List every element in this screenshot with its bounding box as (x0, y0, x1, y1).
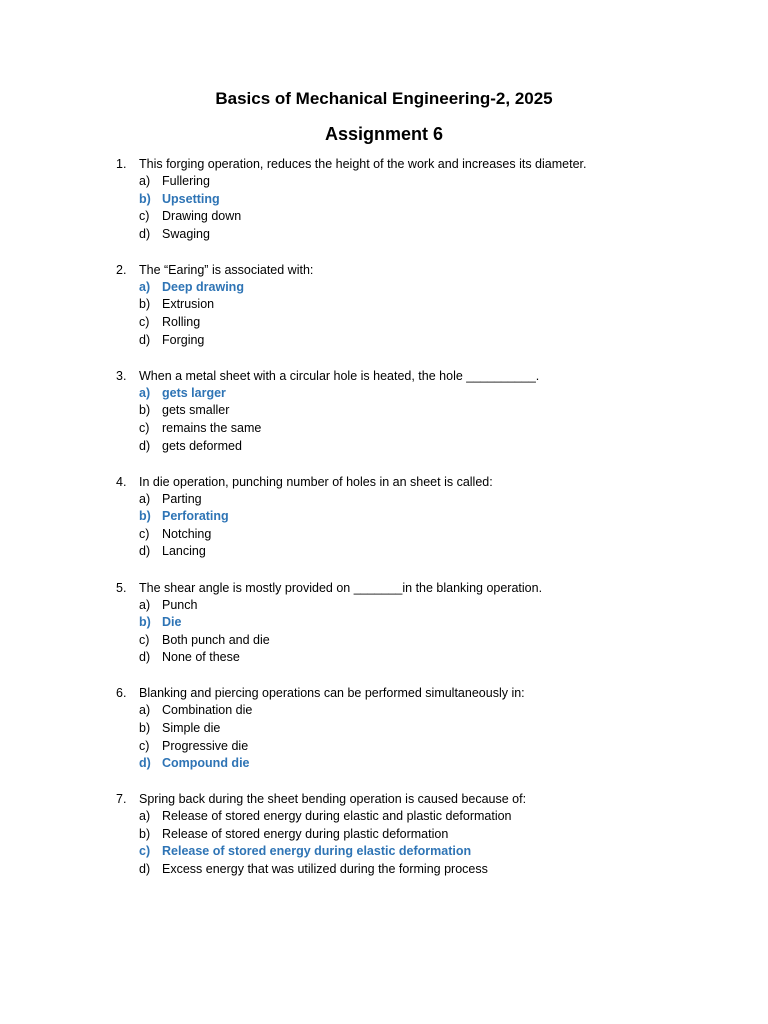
option-letter: b) (139, 720, 151, 735)
question-number: 4. (116, 474, 127, 489)
answer-option (0, 702, 768, 720)
question-item (0, 473, 768, 561)
option-letter: c) (139, 844, 151, 859)
option-letter: b) (139, 826, 151, 841)
option-letter: b) (139, 297, 151, 312)
option-text: Perforating (162, 509, 229, 524)
option-text: Excess energy that was utilized during the forming process (162, 862, 488, 877)
answer-option (0, 208, 768, 226)
question-number: 7. (116, 792, 127, 807)
option-text: gets larger (162, 385, 226, 400)
option-letter: c) (139, 632, 150, 647)
answer-option (0, 420, 768, 438)
answer-option (0, 332, 768, 350)
option-text: Die (162, 615, 182, 630)
question-item (0, 261, 768, 349)
answer-option-correct (0, 279, 768, 297)
question-number: 2. (116, 262, 127, 277)
option-text: Punch (162, 597, 198, 612)
option-text: Parting (162, 491, 202, 506)
question-stem (0, 473, 768, 491)
answer-option (0, 173, 768, 191)
option-letter: a) (139, 703, 151, 718)
answer-option (0, 543, 768, 561)
question-number: 5. (116, 580, 127, 595)
answer-option (0, 738, 768, 756)
question-item (0, 684, 768, 772)
option-text: Progressive die (162, 738, 249, 753)
option-letter: c) (139, 738, 150, 753)
option-text: Lancing (162, 544, 206, 559)
answer-option (0, 808, 768, 826)
answer-option (0, 720, 768, 738)
answer-option (0, 632, 768, 650)
option-letter: d) (139, 756, 151, 771)
option-text: Upsetting (162, 191, 220, 206)
answer-option-correct (0, 385, 768, 403)
answer-option (0, 861, 768, 879)
question-text: In die operation, punching number of holes in an sheet is called: (139, 474, 493, 489)
option-letter: d) (139, 544, 151, 559)
option-text: Forging (162, 332, 205, 347)
option-letter: d) (139, 650, 151, 665)
answer-option (0, 314, 768, 332)
answer-option-correct (0, 614, 768, 632)
question-text: Spring back during the sheet bending operation is caused because of: (139, 792, 527, 807)
question-item (0, 367, 768, 455)
document-subtitle: Assignment 6 (324, 124, 444, 144)
answer-option-correct (0, 755, 768, 773)
answer-option (0, 491, 768, 509)
answer-option-correct (0, 191, 768, 209)
option-text: Combination die (162, 703, 253, 718)
question-number: 6. (116, 686, 127, 701)
question-text: This forging operation, reduces the height of the work and increases its diameter. (139, 157, 587, 171)
option-letter: d) (139, 226, 151, 241)
option-letter: a) (139, 597, 151, 612)
option-letter: d) (139, 332, 151, 347)
option-text: Notching (162, 526, 212, 541)
answer-option-correct (0, 508, 768, 526)
option-letter: a) (139, 809, 151, 824)
option-text: Both punch and die (162, 632, 270, 647)
option-letter: b) (139, 509, 151, 524)
option-text: None of these (162, 650, 240, 665)
option-letter: d) (139, 438, 151, 453)
answer-option (0, 226, 768, 244)
option-letter: a) (139, 491, 151, 506)
answer-option (0, 402, 768, 420)
option-text: Release of stored energy during elastic and plastic deformation (162, 809, 512, 824)
answer-option (0, 296, 768, 314)
option-letter: b) (139, 615, 151, 630)
option-text: Swaging (162, 226, 210, 241)
question-number: 3. (116, 368, 127, 383)
option-letter: d) (139, 862, 151, 877)
question-text: Blanking and piercing operations can be performed simultaneously in: (139, 686, 525, 701)
option-letter: b) (139, 403, 151, 418)
question-stem (0, 261, 768, 279)
answer-option (0, 438, 768, 456)
option-text: Rolling (162, 315, 201, 330)
option-letter: c) (139, 315, 150, 330)
option-text: Extrusion (162, 297, 215, 312)
question-item (0, 790, 768, 878)
question-number: 1. (116, 157, 127, 171)
question-stem (0, 684, 768, 702)
answer-option (0, 597, 768, 615)
option-text: gets deformed (162, 438, 242, 453)
question-list (0, 155, 768, 896)
document-title: Basics of Mechanical Engineering-2, 2025 (215, 89, 553, 108)
question-stem (0, 155, 768, 173)
option-letter: c) (139, 209, 150, 224)
answer-option (0, 826, 768, 844)
question-stem (0, 579, 768, 597)
question-item (0, 579, 768, 667)
option-text: Release of stored energy during elastic deformation (162, 844, 472, 859)
option-letter: c) (139, 526, 150, 541)
answer-option (0, 649, 768, 667)
answer-option-correct (0, 843, 768, 861)
option-text: Drawing down (162, 209, 242, 224)
option-text: gets smaller (162, 403, 230, 418)
question-text: The “Earing” is associated with: (139, 262, 314, 277)
option-letter: a) (139, 174, 151, 188)
option-letter: b) (139, 191, 151, 206)
question-stem (0, 790, 768, 808)
option-text: Release of stored energy during plastic deformation (162, 826, 449, 841)
question-text: When a metal sheet with a circular hole is heated, the hole __________. (139, 368, 540, 383)
option-text: Compound die (162, 756, 250, 771)
option-text: Fullering (162, 174, 210, 188)
option-letter: a) (139, 385, 151, 400)
option-text: Deep drawing (162, 279, 244, 294)
option-letter: a) (139, 279, 151, 294)
question-text: The shear angle is mostly provided on _______in the blanking operation. (139, 580, 543, 595)
question-item (0, 155, 768, 243)
answer-option (0, 526, 768, 544)
option-text: remains the same (162, 420, 262, 435)
question-stem (0, 367, 768, 385)
option-text: Simple die (162, 720, 221, 735)
option-letter: c) (139, 420, 150, 435)
